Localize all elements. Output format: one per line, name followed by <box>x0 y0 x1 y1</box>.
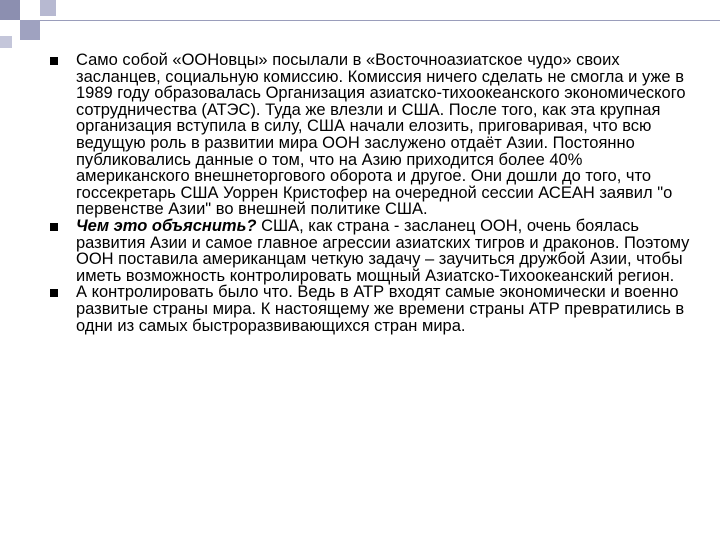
top-divider-line <box>40 20 720 21</box>
square-bullet-icon <box>50 57 58 65</box>
decor-square <box>40 0 56 16</box>
bullet-emphasis: Чем это объяснить? <box>76 216 257 235</box>
bullet-list <box>50 52 700 334</box>
decor-square <box>0 36 12 48</box>
bullet-item-2 <box>50 218 700 284</box>
bullet-text: А контролировать было что. Ведь в АТР входят самые экономически и военно развитые страны мира. К настоящему же времени страны АТР превратились в одни из самых быстроразвивающихся стран мира. <box>76 283 685 335</box>
square-bullet-icon <box>50 223 58 231</box>
bullet-text: Само собой «ООНовцы» посылали в «Восточноазиатское чудо» своих засланцев, социальную комиссию. Комиссия ничего сделать не смогла и уже в 1989 году образовалась Организация азиатско-тихоокеанского экономического сотрудничества (АТЭС). Туда же влезли и США. После того, как эта крупная организация вступила в силу, США начали елозить, приговаривая, что всю ведущую роль в развитии мира ООН заслужено отдаёт Азии. Постоянно публиковались данные о том, что на Азию приходится более 40% американского внешнеторгового оборота и другое. Они дошли до того, что госсекретарь США Уоррен Кристофер на очередной сессии АСЕАН заявил "о первенстве Азии" во внешней политике США. <box>76 51 686 219</box>
bullet-text: США, как страна - засланец ООН, очень боялась развития Азии и самое главное агрессии азиатских тигров и драконов. Поэтому ООН поставила американцам четкую задачу – заучиться дружбой Азии, чтобы иметь возможность контролировать мощный Азиатско-Тихоокеанский регион. <box>76 216 690 285</box>
bullet-item-1 <box>50 52 700 218</box>
decor-square <box>20 20 40 40</box>
bullet-item-3 <box>50 284 700 334</box>
decor-square <box>0 0 20 20</box>
square-bullet-icon <box>50 289 58 297</box>
